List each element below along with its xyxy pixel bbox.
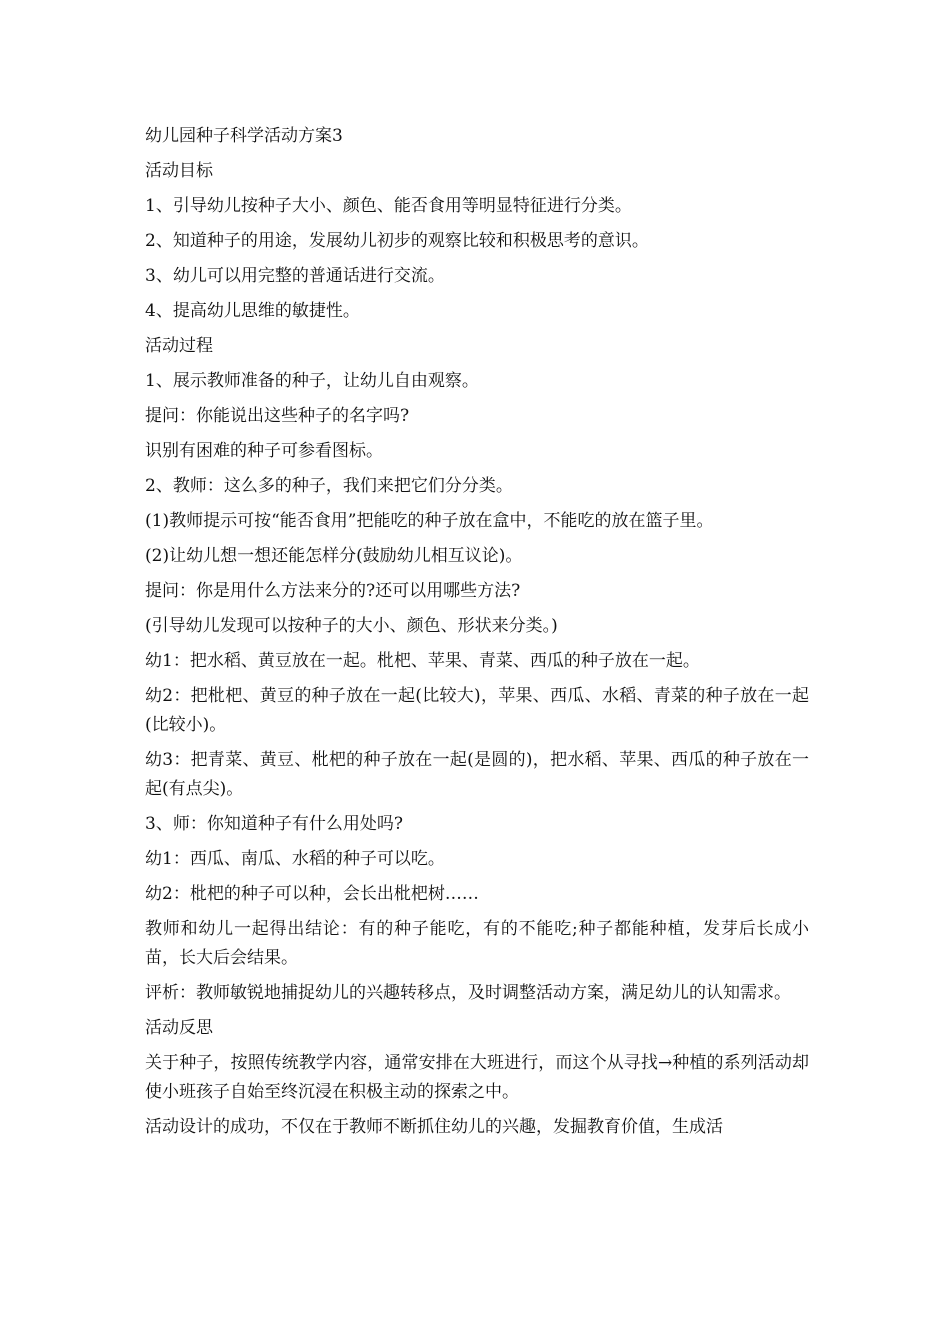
paragraph: (引导幼儿发现可以按种子的大小、颜色、形状来分类。) [145,616,558,636]
section-heading-goals: 活动目标 [145,161,213,181]
paragraph: 幼2：枇杷的种子可以种，会长出枇杷树…… [145,884,479,904]
paragraph: 2、教师：这么多的种子，我们来把它们分分类。 [145,476,513,496]
paragraph: 3、师：你知道种子有什么用处吗? [145,814,403,834]
paragraph: 识别有困难的种子可参看图标。 [145,441,383,461]
paragraph: 1、展示教师准备的种子，让幼儿自由观察。 [145,371,479,391]
paragraph: 关于种子，按照传统教学内容，通常安排在大班进行，而这个从寻找→种植的系列活动却使小班孩子自始至终沉浸在积极主动的探索之中。 [145,1053,809,1102]
paragraph: 幼3：把青菜、黄豆、枇杷的种子放在一起(是圆的)，把水稻、苹果、西瓜的种子放在一起(有点尖)。 [145,750,809,799]
paragraph: 活动设计的成功，不仅在于教师不断抓住幼儿的兴趣，发掘教育价值，生成活 [145,1117,723,1137]
paragraph: 评析：教师敏锐地捕捉幼儿的兴趣转移点，及时调整活动方案，满足幼儿的认知需求。 [145,983,791,1003]
paragraph: 提问：你能说出这些种子的名字吗? [145,406,410,426]
document-title: 幼儿园种子科学活动方案3 [145,126,343,146]
paragraph: 3、幼儿可以用完整的普通话进行交流。 [145,266,445,286]
section-heading-reflection: 活动反思 [145,1018,213,1038]
paragraph: (2)让幼儿想一想还能怎样分(鼓励幼儿相互议论)。 [145,546,523,566]
paragraph: 幼1：把水稻、黄豆放在一起。枇杷、苹果、青菜、西瓜的种子放在一起。 [145,651,700,671]
section-heading-process: 活动过程 [145,336,213,356]
paragraph: 4、提高幼儿思维的敏捷性。 [145,301,360,321]
paragraph: 幼2：把枇杷、黄豆的种子放在一起(比较大)，苹果、西瓜、水稻、青菜的种子放在一起(比较小)。 [145,686,809,735]
paragraph: 教师和幼儿一起得出结论：有的种子能吃，有的不能吃;种子都能种植，发芽后长成小苗，长大后会结果。 [145,919,809,968]
paragraph: 幼1：西瓜、南瓜、水稻的种子可以吃。 [145,849,445,869]
paragraph: (1)教师提示可按“能否食用”把能吃的种子放在盒中，不能吃的放在篮子里。 [145,511,714,531]
paragraph: 提问：你是用什么方法来分的?还可以用哪些方法? [145,581,521,601]
paragraph: 1、引导幼儿按种子大小、颜色、能否食用等明显特征进行分类。 [145,196,632,216]
paragraph: 2、知道种子的用途，发展幼儿初步的观察比较和积极思考的意识。 [145,231,649,251]
document-page [145,122,809,1148]
